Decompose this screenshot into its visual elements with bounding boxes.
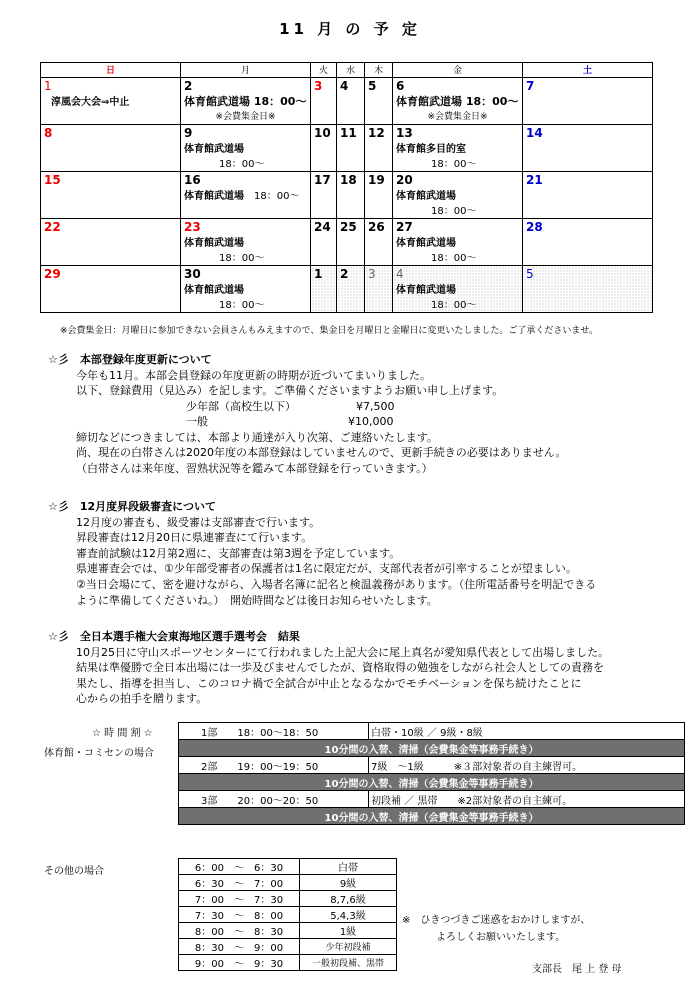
- day-number: 6: [396, 79, 405, 93]
- period-note: 初段補 ／ 黒帯 ※2部対象者の自主練可。: [369, 791, 685, 808]
- day-cell: [41, 172, 181, 219]
- event-note: ※会費集金日※: [215, 112, 276, 122]
- day-cell: [181, 219, 311, 266]
- schedule-caption: ☆ 時 間 割 ☆: [92, 728, 153, 739]
- other-timetable: [178, 858, 397, 971]
- day-number: 25: [340, 220, 357, 234]
- paragraph-line: 果たし、指導を担当し、このコロナ禍で全試合が中止となるなかでモチベーションを保ち続けたことに: [76, 676, 582, 690]
- day-cell: [337, 78, 365, 125]
- section-heading: ☆彡 本部登録年度更新について: [48, 353, 212, 366]
- day-cell: [365, 266, 393, 313]
- fee-list: [76, 399, 566, 430]
- event-text: 体育館武道場 18：00～: [184, 95, 307, 108]
- slot-level: 8,7,6級: [300, 891, 397, 907]
- header-wednesday: 水: [337, 63, 365, 78]
- event-time: 18：00～: [219, 159, 265, 170]
- day-number: 22: [44, 220, 61, 234]
- period-note: 白帯・10級 ／ 9級・8級: [369, 723, 685, 740]
- day-number: 2: [340, 267, 349, 281]
- day-cell: [393, 125, 523, 172]
- period-note: 7級 ～1級 ※３部対象者の自主練習可。: [369, 757, 685, 774]
- day-number: 8: [44, 126, 53, 140]
- break-band: 10分間の入替、清掃（会費集金等事務手続き）: [179, 808, 685, 825]
- period-time: 1部 18：00～18：50: [179, 723, 369, 740]
- day-number: 3: [368, 267, 376, 281]
- day-cell: [311, 125, 337, 172]
- day-cell: [311, 78, 337, 125]
- day-cell: [523, 266, 653, 313]
- paragraph-line: 10月25日に守山スポーツセンターにて行われました上記大会に尾上真名が愛知県代表として出場しました。: [76, 645, 610, 659]
- day-cell: [181, 266, 311, 313]
- other-label: その他の場合: [44, 866, 104, 877]
- page-title: 11 月 の 予 定: [279, 20, 421, 38]
- calendar-footnote: ※会費集金日：月曜日に参加できない会員さんもみえますので、集金日を月曜日と金曜日に変更いたしました。ご了承くださいませ。: [60, 326, 599, 336]
- day-number: 1: [44, 79, 52, 93]
- day-cell: [365, 219, 393, 266]
- event-text: 体育館武道場: [184, 285, 244, 296]
- table-row: [179, 791, 685, 808]
- table-row: [179, 859, 397, 875]
- section-tournament: [48, 629, 610, 707]
- day-number: 5: [526, 267, 534, 281]
- day-number: 10: [314, 126, 331, 140]
- day-number: 12: [368, 126, 385, 140]
- day-cell: [41, 78, 181, 125]
- day-cell: [311, 266, 337, 313]
- slot-time: 6：30 ～ 7：00: [179, 875, 300, 891]
- day-cell: [41, 266, 181, 313]
- event-time: 18：00～: [219, 300, 265, 311]
- slot-time: 8：30 ～ 9：00: [179, 939, 300, 955]
- event-time: 18：00～: [431, 300, 477, 311]
- table-row: [179, 907, 397, 923]
- slot-time: 6：00 ～ 6：30: [179, 859, 300, 875]
- fee-value: ¥7,500: [356, 399, 395, 413]
- day-number: 30: [184, 267, 201, 281]
- day-cell: [393, 78, 523, 125]
- signature: 支部長 尾 上 登 母: [532, 964, 622, 975]
- paragraph-line: 今年も11月。本部会員登録の年度更新の時期が近づいてまいりました。: [76, 368, 431, 382]
- day-number: 16: [184, 173, 201, 187]
- slot-level: 9級: [300, 875, 397, 891]
- event-text: 体育館多目的室: [396, 144, 466, 155]
- slot-time: 8：00 ～ 8：30: [179, 923, 300, 939]
- day-cell: [311, 172, 337, 219]
- table-row: [179, 923, 397, 939]
- fee-value: ¥10,000: [348, 415, 394, 429]
- header-tuesday: 火: [311, 63, 337, 78]
- paragraph-line: ように準備してくださいね。） 開始時間などは後日お知らせいたします。: [76, 593, 438, 607]
- day-cell: [393, 266, 523, 313]
- section-heading: ☆彡 12月度昇段級審査について: [48, 500, 216, 513]
- day-number: 17: [314, 173, 331, 187]
- event-text: 体育館武道場 18：00～: [184, 191, 300, 202]
- day-cell: [393, 172, 523, 219]
- paragraph-line: 審査前試験は12月第2週に、支部審査は第3週を予定しています。: [76, 546, 401, 560]
- day-cell: [337, 219, 365, 266]
- event-text: 体育館武道場: [396, 285, 456, 296]
- paragraph-line: 県連審査会では、①少年部受審者の保護者は1名に限定だが、支部代表者が引率することが望ましい。: [76, 562, 577, 576]
- header-saturday: 土: [523, 63, 653, 78]
- day-cell: [365, 78, 393, 125]
- break-band: 10分間の入替、清掃（会費集金等事務手続き）: [179, 740, 685, 757]
- slot-level: 白帯: [300, 859, 397, 875]
- day-number: 21: [526, 173, 543, 187]
- day-number: 2: [184, 79, 193, 93]
- day-number: 11: [340, 126, 357, 140]
- closing-note: ※ ひきつづきご迷惑をおかけしますが、: [402, 915, 591, 926]
- fee-label: 一般: [186, 415, 208, 429]
- slot-time: 7：30 ～ 8：00: [179, 907, 300, 923]
- event-time: 18：00～: [431, 159, 477, 170]
- calendar-header-row: [41, 63, 653, 78]
- table-row: [179, 939, 397, 955]
- day-number: 23: [184, 220, 201, 234]
- event-note: ※会費集金日※: [427, 112, 488, 122]
- day-number: 3: [314, 79, 323, 93]
- day-cell: [311, 219, 337, 266]
- header-sunday: 日: [41, 63, 181, 78]
- section-grading: [48, 499, 597, 608]
- table-row: [179, 875, 397, 891]
- day-number: 15: [44, 173, 61, 187]
- day-cell: [393, 219, 523, 266]
- table-row: [179, 757, 685, 774]
- fee-label: 少年部（高校生以下）: [186, 399, 296, 413]
- day-cell: [523, 219, 653, 266]
- day-number: 20: [396, 173, 413, 187]
- closing-note: よろしくお願いいたします。: [436, 932, 566, 943]
- day-cell: [337, 172, 365, 219]
- day-cell: [523, 172, 653, 219]
- paragraph-line: 以下、登録費用（見込み）を記します。ご準備くださいますようお願い申し上げます。: [76, 384, 504, 398]
- day-cell: [523, 78, 653, 125]
- break-band: 10分間の入替、清掃（会費集金等事務手続き）: [179, 774, 685, 791]
- slot-level: 5,4,3級: [300, 907, 397, 923]
- day-number: 1: [314, 267, 323, 281]
- day-number: 4: [396, 267, 404, 281]
- event-text: 体育館武道場 18：00～: [396, 95, 519, 108]
- event-text: 体育館武道場: [396, 238, 456, 249]
- day-number: 24: [314, 220, 331, 234]
- day-cell: [523, 125, 653, 172]
- event-text: 淳風会大会⇒中止: [51, 97, 130, 108]
- day-number: 13: [396, 126, 413, 140]
- day-cell: [181, 78, 311, 125]
- calendar-week-1: [41, 78, 653, 125]
- calendar-week-4: [41, 219, 653, 266]
- timetable: [178, 722, 685, 825]
- section-registration: [48, 352, 567, 477]
- day-number: 9: [184, 126, 193, 140]
- monthly-calendar: [40, 62, 653, 313]
- paragraph-line: ②当日会場にて、密を避けながら、入場者名簿に記名と検温義務があります。（住所電話番号を明記できる: [76, 577, 597, 591]
- paragraph-line: 結果は準優勝で全日本出場には一歩及びませんでしたが、資格取得の勉強をしながら社会人としての責務を: [76, 661, 604, 675]
- paragraph-line: 12月度の審査も、級受審は支部審査で行います。: [76, 515, 321, 529]
- day-cell: [365, 172, 393, 219]
- period-time: 3部 20：00～20：50: [179, 791, 369, 808]
- header-thursday: 木: [365, 63, 393, 78]
- day-cell: [337, 266, 365, 313]
- table-row: [179, 955, 397, 971]
- table-row: [179, 808, 685, 825]
- day-number: 19: [368, 173, 385, 187]
- paragraph-line: 心からの拍手を贈ります。: [76, 692, 208, 706]
- header-monday: 月: [181, 63, 311, 78]
- day-cell: [181, 125, 311, 172]
- schedule-side-label: 体育館・コミセンの場合: [44, 748, 154, 759]
- day-number: 28: [526, 220, 543, 234]
- section-heading: ☆彡 全日本選手権大会東海地区選手選考会 結果: [48, 630, 300, 643]
- day-number: 29: [44, 267, 61, 281]
- paragraph-line: 昇段審査は12月20日に県連審査にて行います。: [76, 531, 313, 545]
- day-number: 5: [368, 79, 377, 93]
- day-cell: [337, 125, 365, 172]
- slot-level: 少年初段補: [300, 939, 397, 955]
- slot-level: 一般初段補、黒帯: [300, 955, 397, 971]
- header-friday: 金: [393, 63, 523, 78]
- day-number: 27: [396, 220, 413, 234]
- calendar-week-5: [41, 266, 653, 313]
- table-row: [179, 774, 685, 791]
- day-number: 14: [526, 126, 543, 140]
- paragraph-line: 締切などにつきましては、本部より通達が入り次第、ご連絡いたします。: [76, 430, 438, 444]
- slot-time: 9：00 ～ 9：30: [179, 955, 300, 971]
- day-number: 18: [340, 173, 357, 187]
- table-row: [179, 740, 685, 757]
- table-row: [179, 891, 397, 907]
- day-cell: [41, 219, 181, 266]
- day-cell: [41, 125, 181, 172]
- event-text: 体育館武道場: [184, 144, 244, 155]
- slot-time: 7：00 ～ 7：30: [179, 891, 300, 907]
- slot-level: 1級: [300, 923, 397, 939]
- day-number: 7: [526, 79, 535, 93]
- period-time: 2部 19：00～19：50: [179, 757, 369, 774]
- event-time: 18：00～: [431, 253, 477, 264]
- calendar-week-3: [41, 172, 653, 219]
- day-cell: [365, 125, 393, 172]
- day-number: 26: [368, 220, 385, 234]
- event-time: 18：00～: [431, 206, 477, 217]
- event-text: 体育館武道場: [184, 238, 244, 249]
- table-row: [179, 723, 685, 740]
- day-number: 4: [340, 79, 349, 93]
- paragraph-line: 尚、現在の白帯さんは2020年度の本部登録はしていませんので、更新手続きの必要はありません。: [76, 446, 567, 460]
- day-cell: [181, 172, 311, 219]
- event-time: 18：00～: [219, 253, 265, 264]
- calendar-week-2: [41, 125, 653, 172]
- event-text: 体育館武道場: [396, 191, 456, 202]
- paragraph-line: （白帯さんは来年度、習熟状況等を鑑みて本部登録を行っていきます。）: [76, 461, 433, 475]
